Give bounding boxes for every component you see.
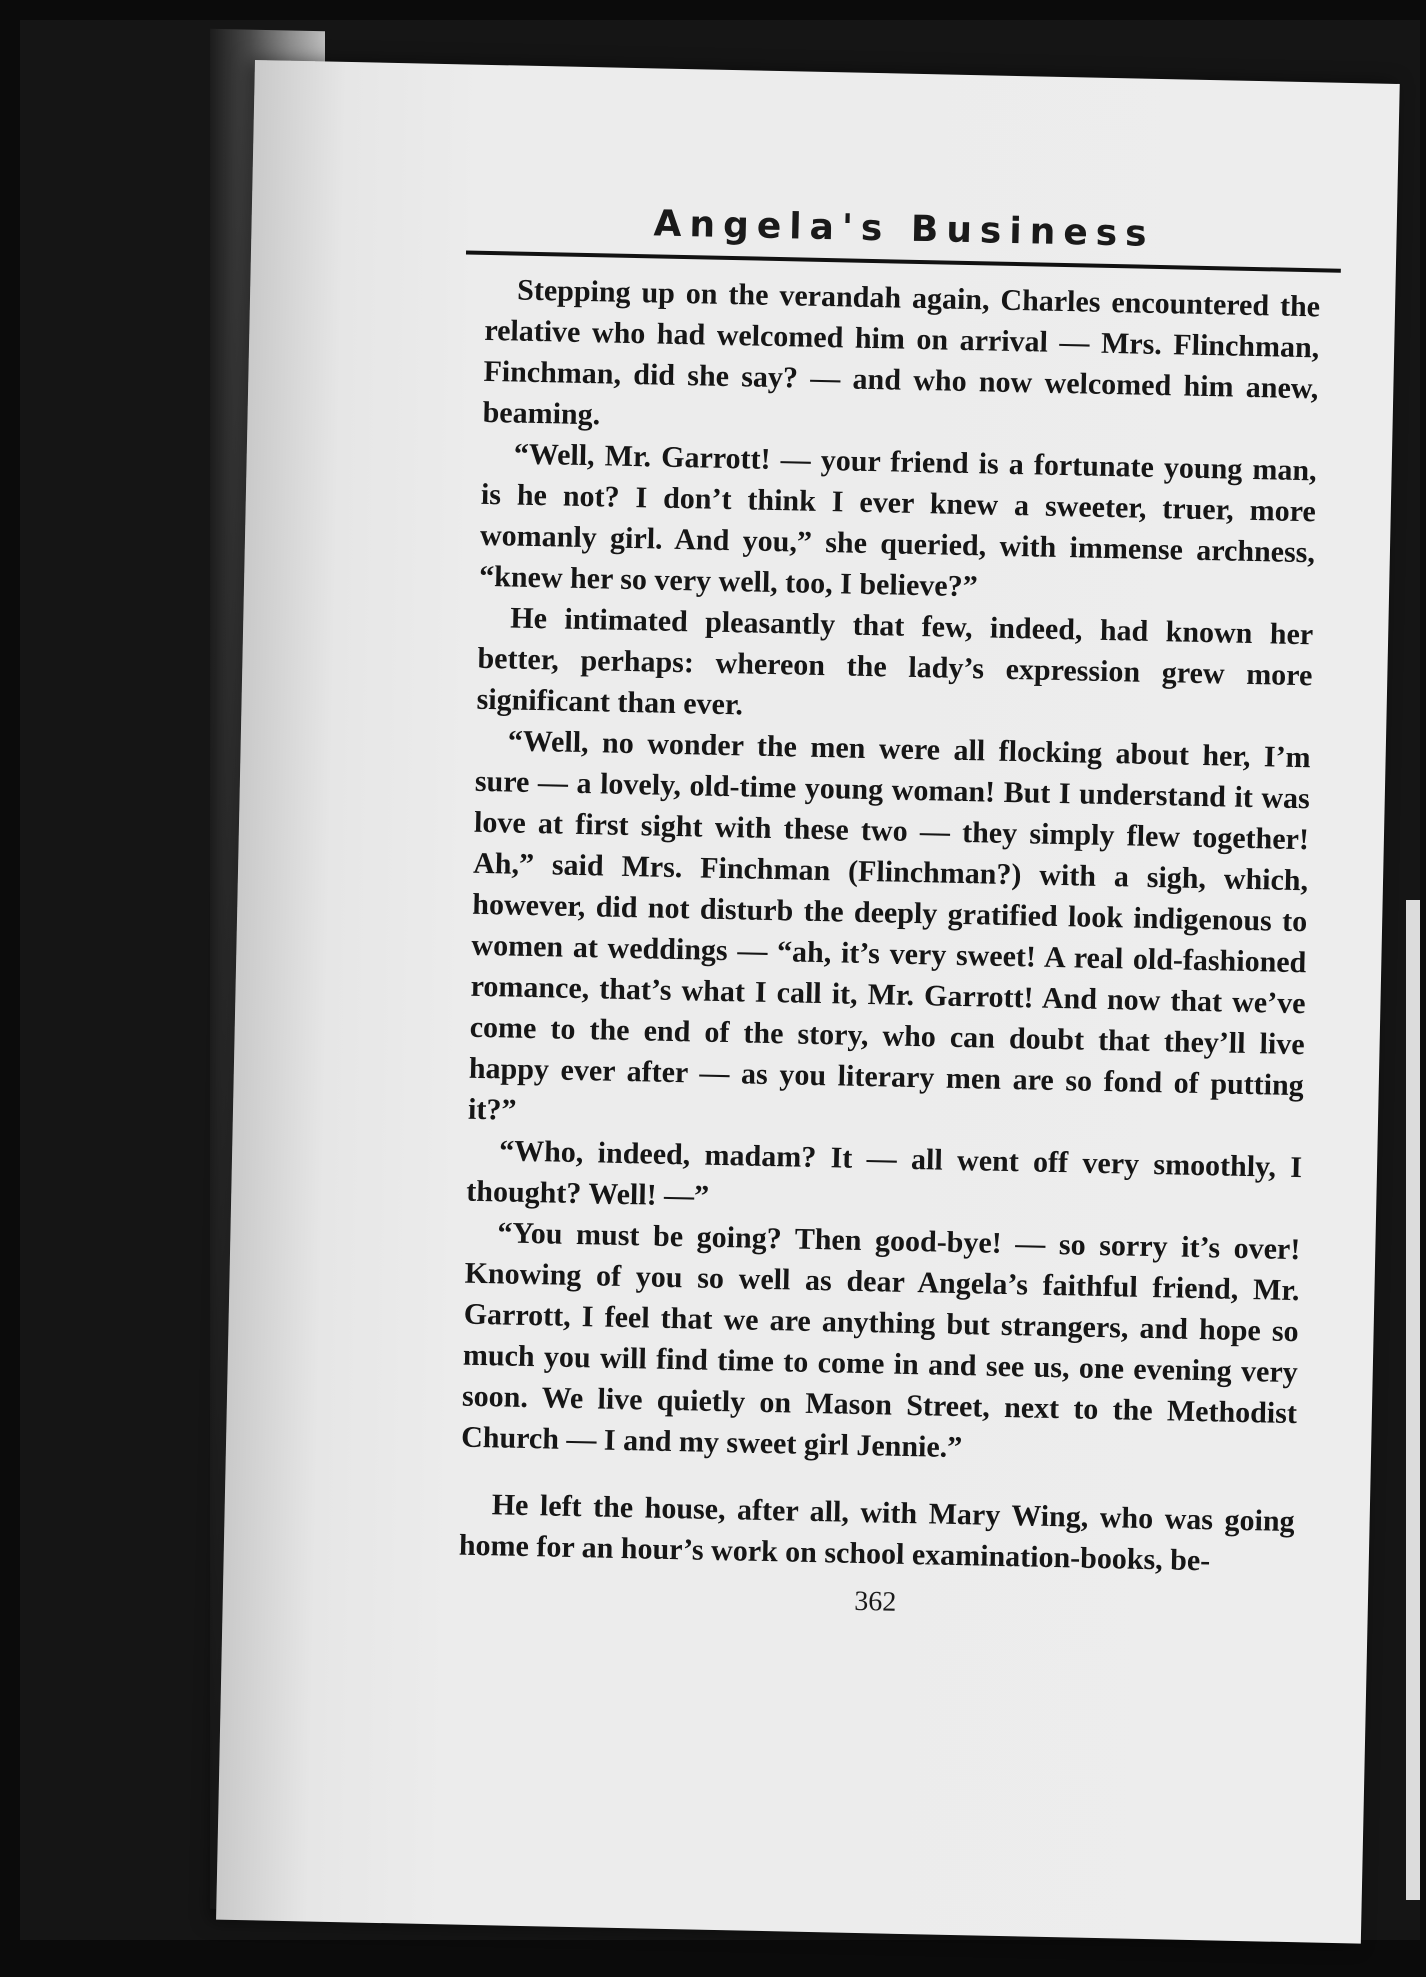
paragraph: “Well, no wonder the men were all flocking about her, I’m sure — a lovely, old-time young woman! But I understand it was love at first sight with these two — they simply flew together! Ah,” said Mrs. Finchman (Flinchman?) with a sigh, which, however, did not disturb the deeply gratified look indigenous to women at weddings — “ah, it’s very sweet! A real old-fashioned romance, that’s what I call it, Mr. Garrott! And now that we’ve come to the end of the story, who can doubt that they’ll live happy ever after — as you literary men are so fond of putting it?” [467,724,1311,1127]
paragraph: Stepping up on the verandah again, Charles encountered the relative who had welcomed him on arrival — Mrs. Flinchman, Finchman, did she say? — and who now welcomed him anew, beaming. [482,273,1321,432]
paragraph: “Well, Mr. Garrott! — your friend is a fortunate young man, is he not? I don’t think I ever knew a sweeter, truer, more womanly girl. And you,” she queried, with immense archness, “knew her so very well, too, I believe?” [478,437,1317,604]
paragraph: He left the house, after all, with Mary Wing, who was going home for an hour’s work on school examination-books, be- [458,1488,1295,1578]
adjacent-page-edge [1406,900,1420,1900]
running-head: Angela's Business [653,203,1155,255]
page-number: 362 [854,1585,897,1618]
paragraph: “You must be going? Then good-bye! — so sorry it’s over! Knowing of you so well as dear Angela’s faithful friend, Mr. Garrott, I feel that we are anything but strangers, and hope so much you will find time to come in and see us, one evening very soon. We live quietly on Mason Street, next to the Methodist Church — I and my sweet girl Jennie.” [460,1216,1301,1465]
paragraph: He intimated pleasantly that few, indeed, had known her better, perhaps: whereon the lady’s expression grew more significant than ever. [476,601,1314,722]
paragraph: “Who, indeed, madam? It — all went off very smoothly, I thought? Well! —” [466,1134,1303,1213]
book-page [216,60,1400,1944]
body-text [459,269,1321,1583]
page-content [458,200,1322,1627]
